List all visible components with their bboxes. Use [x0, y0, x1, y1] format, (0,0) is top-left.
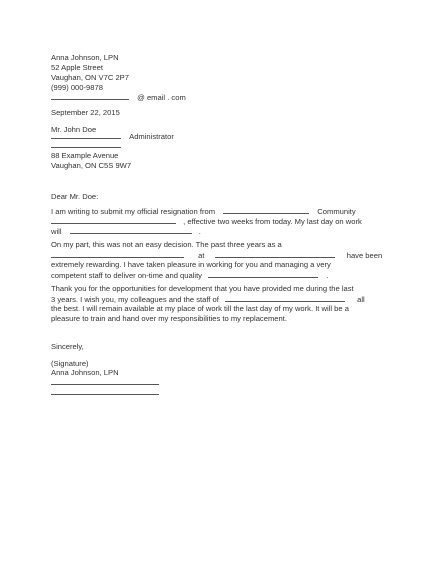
p2-text-d: extremely rewarding. I have taken pleasure in working for you and managing a very [51, 260, 331, 269]
signer-name: Anna Johnson, LPN [51, 368, 119, 377]
p3-line4 [51, 314, 287, 324]
p2-blank-3 [208, 270, 318, 278]
salutation: Dear Mr. Doe: [51, 192, 99, 201]
signature-rule-1 [51, 384, 159, 385]
p3-text-a: Thank you for the opportunities for development that you have provided me during the last [51, 284, 354, 293]
p1-text-d: will [51, 227, 62, 236]
recipient-title-blank [51, 131, 121, 139]
letter-date: September 22, 2015 [51, 108, 120, 117]
sender-street: 52 Apple Street [51, 63, 103, 72]
p1-text-e: . [198, 227, 201, 236]
p3-blank-1 [225, 294, 345, 302]
p3-text-e: pleasure to train and hand over my responsibilities to my replacement. [51, 314, 287, 323]
p1-text-c: , effective two weeks from today. My last day on work [183, 217, 362, 226]
sender-city: Vaughan, ON V7C 2P7 [51, 73, 129, 82]
p1-text-a: I am writing to submit my official resignation from [51, 207, 216, 216]
p1-blank-1 [223, 206, 309, 214]
sender-phone: (999) 000-9878 [51, 83, 103, 92]
p2-line3 [51, 260, 331, 270]
p2-line4 [51, 270, 328, 281]
recipient-rule [51, 147, 121, 148]
p1-blank-3 [70, 226, 192, 234]
sender-name: Anna Johnson, LPN [51, 53, 119, 62]
p3-text-b: 3 years. I wish you, my colleagues and the staff of [51, 295, 219, 304]
email-blank [51, 92, 129, 100]
p2-line1 [51, 240, 282, 250]
p3-line3 [51, 304, 349, 314]
p1-line3 [51, 226, 201, 237]
sender-email-line [51, 92, 186, 103]
p2-text-b: at [198, 251, 205, 260]
p3-text-c: all [357, 295, 365, 304]
signature: (Signature) [51, 359, 89, 368]
p2-blank-1 [51, 250, 184, 258]
p1-text-b: Community [317, 207, 356, 216]
recipient-city: Vaughan, ON C5S 9W7 [51, 161, 132, 170]
p2-text-c: have been [346, 251, 383, 260]
recipient-name: Mr. John Doe [51, 125, 97, 134]
p1-blank-2 [51, 216, 176, 224]
p3-line1 [51, 284, 354, 294]
p2-text-f: . [326, 271, 329, 280]
recipient-title: Administrator [129, 132, 174, 141]
p2-blank-2 [215, 250, 335, 258]
p3-text-d: the best. I will remain available at my place of work till the last day of my work. It will be a [51, 304, 349, 313]
p2-text-a: On my part, this was not an easy decision. The past three years as a [51, 240, 282, 249]
p2-text-e: competent staff to deliver on-time and quality [51, 271, 202, 280]
email-suffix: @ email . com [137, 93, 186, 102]
recipient-street: 88 Example Avenue [51, 151, 119, 160]
recipient-title-line [51, 131, 174, 142]
closing: Sincerely, [51, 342, 84, 351]
signature-rule-2 [51, 394, 159, 395]
